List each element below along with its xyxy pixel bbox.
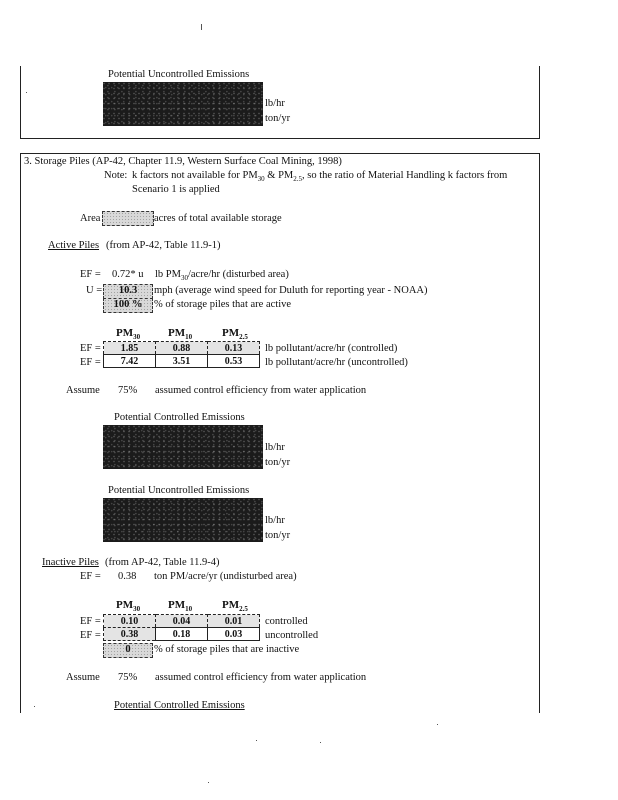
active-pct-value: 100 %	[103, 298, 153, 313]
active-controlled-title: Potential Controlled Emissions	[114, 412, 245, 423]
note-line-2: Scenario 1 is applied	[132, 184, 220, 195]
active-row2-desc: lb pollutant/acre/hr (uncontrolled)	[265, 357, 408, 368]
inactive-r2-pm25: 0.03	[208, 628, 260, 641]
area-value-cell	[102, 211, 154, 226]
active-uncontrolled-title: Potential Uncontrolled Emissions	[108, 485, 250, 496]
active-r2-pm10: 3.51	[156, 355, 208, 368]
inactive-assume-desc: assumed control efficiency from water application	[155, 672, 367, 683]
active-heading-ref: (from AP-42, Table 11.9-1)	[106, 240, 221, 251]
scan-speck	[320, 742, 321, 743]
active-row1-label: EF =	[80, 343, 101, 354]
frame-divider-2	[20, 153, 540, 154]
active-u-desc: mph (average wind speed for Duluth for reporting year - NOAA)	[154, 285, 428, 296]
active-r2-pm30: 7.42	[104, 355, 156, 368]
active-ef-table	[103, 341, 260, 368]
active-col-pm30: $PM_{30}$	[116, 327, 141, 342]
inactive-ef-table	[103, 614, 260, 641]
active-u-value: 10.3	[103, 284, 153, 299]
active-col-pm25: $PM_{2.5}$	[222, 327, 248, 342]
frame-left-main	[20, 153, 21, 713]
inactive-row2-desc: uncontrolled	[265, 630, 319, 641]
scan-speck	[437, 724, 438, 725]
active-r1-pm10: 0.88	[156, 342, 208, 355]
active-u-label: U =	[86, 285, 103, 296]
inactive-ef-label: EF =	[80, 571, 101, 582]
scan-speck	[34, 706, 35, 707]
active-uncontrolled-redaction	[103, 498, 263, 542]
inactive-r2-pm30: 0.38	[104, 628, 156, 641]
active-row1-desc: lb pollutant/acre/hr (controlled)	[265, 343, 398, 354]
top-uncontrolled-redaction	[103, 82, 263, 126]
active-heading: Active Piles	[48, 240, 100, 251]
inactive-row1-desc: controlled	[265, 616, 308, 627]
active-ef-unit: lb $PM_{30}/acre/hr$ (disturbed area)	[155, 269, 289, 283]
frame-right-main	[539, 153, 540, 713]
inactive-ef-value: 0.38	[118, 571, 137, 582]
active-controlled-unit-hr: lb/hr	[265, 442, 285, 453]
inactive-row2-label: EF =	[80, 630, 101, 641]
frame-left-top	[20, 66, 21, 138]
active-controlled-unit-yr: ton/yr	[265, 457, 291, 468]
inactive-row1-label: EF =	[80, 616, 101, 627]
top-unit-hr: lb/hr	[265, 98, 285, 109]
inactive-r2-pm10: 0.18	[156, 628, 208, 641]
inactive-r1-pm10: 0.04	[156, 615, 208, 628]
active-controlled-redaction	[103, 425, 263, 469]
scan-speck	[256, 740, 257, 741]
active-assume-value: 75%	[118, 385, 138, 396]
inactive-controlled-title: Potential Controlled Emissions	[114, 700, 245, 711]
inactive-pct-desc: % of storage piles that are inactive	[154, 644, 300, 655]
inactive-heading: Inactive Piles	[42, 557, 99, 568]
active-ef-label: EF =	[80, 269, 101, 280]
active-r2-pm25: 0.53	[208, 355, 260, 368]
active-r1-pm25: 0.13	[208, 342, 260, 355]
top-unit-yr: ton/yr	[265, 113, 291, 124]
inactive-r1-pm30: 0.10	[104, 615, 156, 628]
inactive-col-pm30: $PM_{30}$	[116, 599, 141, 614]
inactive-assume-label: Assume	[66, 672, 100, 683]
inactive-pct-value: 0	[103, 643, 153, 658]
table-row	[104, 615, 260, 628]
active-uncontrolled-unit-hr: lb/hr	[265, 515, 285, 526]
area-label: Area	[80, 213, 101, 224]
active-assume-desc: assumed control efficiency from water application	[155, 385, 367, 396]
inactive-heading-ref: (from AP-42, Table 11.9-4)	[105, 557, 220, 568]
top-uncontrolled-title: Potential Uncontrolled Emissions	[108, 69, 250, 80]
active-assume-label: Assume	[66, 385, 100, 396]
inactive-col-pm10: $PM_{10}$	[168, 599, 193, 614]
active-r1-pm30: 1.85	[104, 342, 156, 355]
inactive-col-pm25: $PM_{2.5}$	[222, 599, 248, 614]
inactive-r1-pm25: 0.01	[208, 615, 260, 628]
table-row	[104, 355, 260, 368]
table-row	[104, 342, 260, 355]
inactive-ef-unit: ton PM/acre/yr (undisturbed area)	[154, 571, 297, 582]
note-label: Note:	[104, 170, 128, 181]
area-desc: acres of total available storage	[154, 213, 282, 224]
active-ef-formula: 0.72* u	[112, 269, 144, 280]
frame-divider	[20, 138, 540, 139]
scan-speck	[208, 782, 209, 783]
note-line-1: k factors not available for $PM_{30}$ & $PM_{2.5}$, so the ratio of Material Handling k factors from	[132, 170, 508, 184]
frame-right-top	[539, 66, 540, 138]
active-row2-label: EF =	[80, 357, 101, 368]
inactive-assume-value: 75%	[118, 672, 138, 683]
active-uncontrolled-unit-yr: ton/yr	[265, 530, 291, 541]
scan-speck	[26, 92, 27, 93]
storage-heading: 3. Storage Piles (AP-42, Chapter 11.9, Western Surface Coal Mining, 1998)	[24, 156, 342, 167]
table-row	[104, 628, 260, 641]
active-pct-desc: % of storage piles that are active	[154, 299, 292, 310]
scan-speck	[201, 24, 202, 30]
active-col-pm10: $PM_{10}$	[168, 327, 193, 342]
